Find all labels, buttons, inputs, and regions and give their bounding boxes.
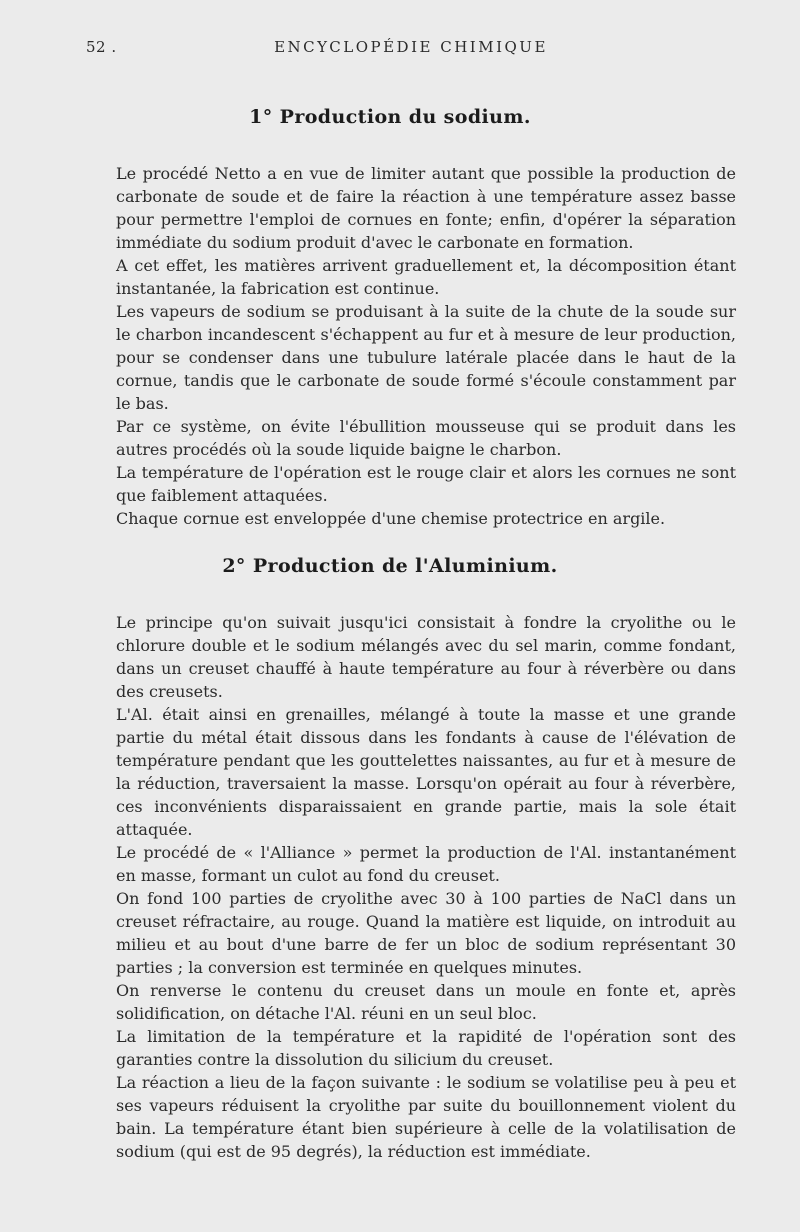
section-body-sodium <box>116 162 736 530</box>
section-body-aluminium <box>116 611 736 1163</box>
paragraph: La réaction a lieu de la façon suivante : le sodium se volatilise peu à peu et ses vapeurs réduisent la cryolithe par suite du bouillonnement violent du bain. La température étant bien supérieure à celle de la volatilisation de sodium (qui est de 95 degrés), la réduction est immédiate. <box>116 1073 736 1161</box>
section-title-aluminium: 2° Production de l'Aluminium. <box>222 555 558 577</box>
section-title-sodium: 1° Production du sodium. <box>249 106 531 128</box>
paragraph: Par ce système, on évite l'ébullition mousseuse qui se produit dans les autres procédés où la soude liquide baigne le charbon. <box>116 417 736 459</box>
journal-title: ENCYCLOPÉDIE CHIMIQUE <box>274 38 548 56</box>
paragraph: Les vapeurs de sodium se produisant à la suite de la chute de la soude sur le charbon incandescent s'échappent au fur et à mesure de leur production, pour se condenser dans une tubulure latérale placée dans le haut de la cornue, tandis que le carbonate de soude formé s'écoule constamment par le bas. <box>116 302 736 413</box>
paragraph: On fond 100 parties de cryolithe avec 30 à 100 parties de NaCl dans un creuset réfractaire, au rouge. Quand la matière est liquide, on introduit au milieu et au bout d'une barre de fer un bloc de sodium représentant 30 parties ; la conversion est terminée en quelques minutes. <box>116 889 736 977</box>
paragraph: La température de l'opération est le rouge clair et alors les cornues ne sont que faiblement attaquées. <box>116 463 736 505</box>
paragraph: Le procédé Netto a en vue de limiter autant que possible la production de carbonate de soude et de faire la réaction à une température assez basse pour permettre l'emploi de cornues en fonte; enfin, d'opérer la séparation immédiate du sodium produit d'avec le carbonate en formation. <box>116 164 736 252</box>
running-head <box>86 38 736 58</box>
page-number: 52 . <box>86 38 117 56</box>
paragraph: On renverse le contenu du creuset dans un moule en fonte et, après solidification, on détache l'Al. réuni en un seul bloc. <box>116 981 736 1023</box>
paragraph: A cet effet, les matières arrivent graduellement et, la décomposition étant instantanée, la fabrication est continue. <box>116 256 736 298</box>
paragraph: Le principe qu'on suivait jusqu'ici consistait à fondre la cryolithe ou le chlorure double et le sodium mélangés avec du sel marin, comme fondant, dans un creuset chauffé à haute température au four à réverbère ou dans des creusets. <box>116 613 736 701</box>
paragraph: Le procédé de « l'Alliance » permet la production de l'Al. instantanément en masse, formant un culot au fond du creuset. <box>116 843 736 885</box>
paragraph: Chaque cornue est enveloppée d'une chemise protectrice en argile. <box>116 509 666 528</box>
paragraph: La limitation de la température et la rapidité de l'opération sont des garanties contre la dissolution du silicium du creuset. <box>116 1027 736 1069</box>
paragraph: L'Al. était ainsi en grenailles, mélangé à toute la masse et une grande partie du métal était dissous dans les fondants à cause de l'élévation de température pendant que les gouttelettes naissantes, au fur et à mesure de la réduction, traversaient la masse. Lorsqu'on opérait au four à réverbère, ces inconvénients disparaissaient en grande partie, mais la sole était attaquée. <box>116 705 736 839</box>
